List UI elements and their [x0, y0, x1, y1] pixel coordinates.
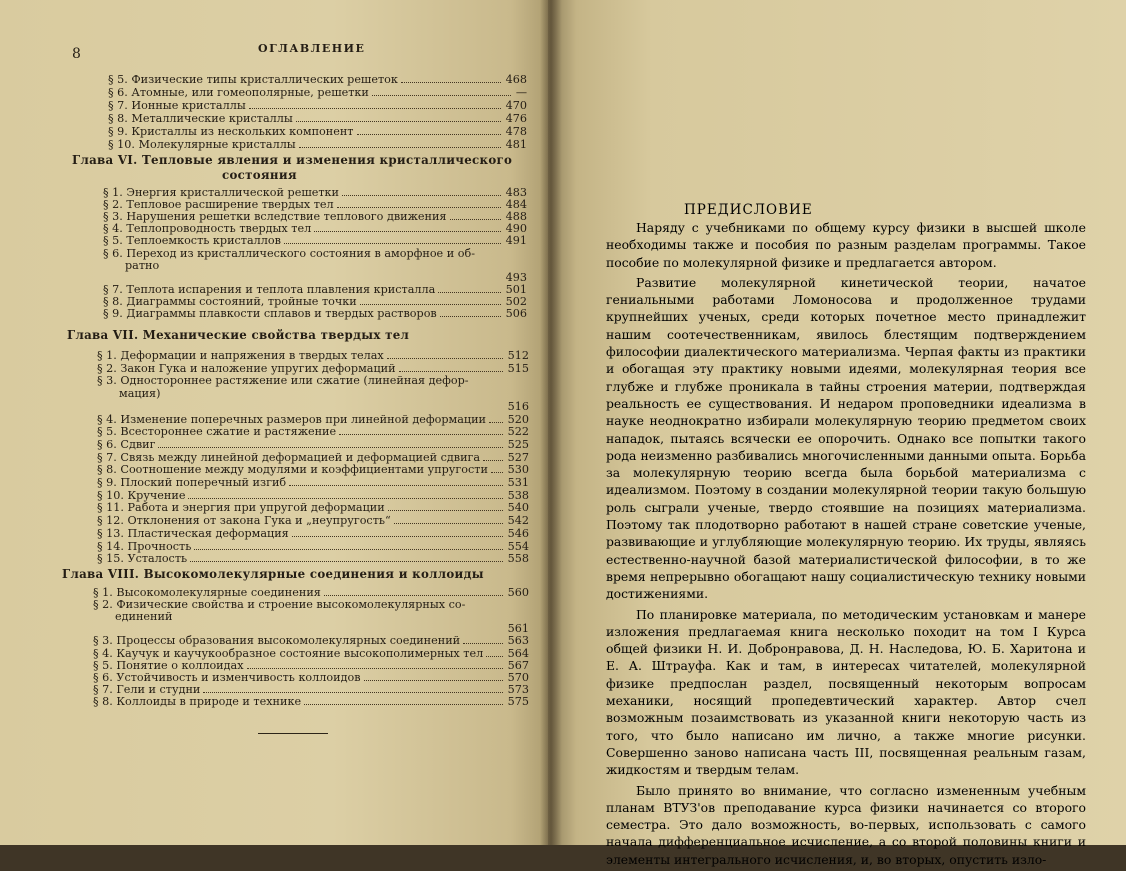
- toc-entry: [108, 138, 527, 152]
- toc-entry-title: § 7. Связь между линейной деформацией и деформацией сдвига: [97, 450, 481, 464]
- toc-entry-page: 506: [505, 307, 527, 320]
- toc-entry-cont: мация): [119, 387, 161, 401]
- toc-leader: [249, 108, 501, 109]
- chapter-heading: Глава VI. Тепловые явления и изменения кристаллического: [72, 153, 513, 167]
- toc-leader: [342, 195, 501, 196]
- toc-entry-title: § 9. Плоский поперечный изгиб: [97, 476, 287, 489]
- toc-leader: [339, 434, 503, 435]
- preface-paragraph: Было принято во внимание, что согласно измененным учебным планам ВТУЗ'ов преподавание курса физики начинается со второго семестра. Это дало возможность, во-первых, использовать с самого начала дифференциальное исчисление, а со второй половины книги и элементы интегрального исчисления, и, во вторых, опустить изло-: [606, 782, 1086, 867]
- toc-entry-page: —: [515, 85, 527, 99]
- toc-leader: [399, 371, 503, 372]
- toc-entry-title: § 13. Пластическая деформация: [97, 526, 289, 540]
- toc-leader: [158, 447, 503, 448]
- toc-leader: [450, 219, 501, 220]
- toc-entry-page: 540: [507, 501, 529, 515]
- toc-entry-page: 560: [507, 586, 529, 599]
- toc-entry: [108, 99, 527, 113]
- left-page: [0, 0, 555, 845]
- toc-entry-title: § 11. Работа и энергия при упругой деформации: [97, 501, 385, 515]
- toc-entry-page: 470: [505, 98, 527, 112]
- toc-entry-page: 527: [507, 450, 529, 464]
- toc-entry-page: 476: [505, 111, 527, 125]
- page-number: 8: [72, 46, 81, 62]
- toc-entry-page: 490: [505, 222, 527, 236]
- toc-entry-page: 567: [507, 658, 529, 672]
- toc-entry: [93, 695, 529, 709]
- toc-entry-page: 483: [505, 186, 527, 199]
- toc-entry-page: 546: [507, 526, 529, 540]
- toc-leader: [337, 207, 501, 208]
- toc-leader: [299, 147, 501, 148]
- toc-entry-page: 481: [505, 137, 527, 151]
- toc-entry-title: § 7. Гели и студни: [93, 682, 201, 696]
- toc-entry-title: § 1. Энергия кристаллической решетки: [103, 186, 339, 199]
- toc-leader: [289, 485, 503, 486]
- toc-entry-page: 561: [507, 622, 529, 636]
- toc-leader: [357, 134, 501, 135]
- toc-leader: [486, 656, 503, 657]
- toc-entry-title: § 7. Ионные кристаллы: [108, 98, 246, 112]
- toc-leader: [438, 292, 501, 293]
- preface-paragraph: Развитие молекулярной кинетической теории, начатое гениальными работами Ломоносова и продолженное трудами крупнейших ученых, среди которых почетное место принадлежит нашим соотечественникам, явилось блестящим подтверждением философии диалектического материализма. Черпая факты из практики и обогащая эту практику новыми идеями, молекулярная теория все глубже и глубже проникала в тайны строения материи, подтверждая реальность ее существования. И недаром проповедники идеализма в науке неоднократно избирали молекулярную теорию предметом своих нападок, пытаясь всячески ее опорочить. Однако все попытки такого рода неизменно разбивались многочисленными данными опыта. Борьба за молекулярную теорию всегда была борьбой материализма с идеализмом. Поэтому в создании молекулярной теории такую большую роль сыграли ученые, твердо стоявшие на позициях материализма. Поэтому так плодотворно работают в нашей стране советские ученые, развивающие и углубляющие молекулярную теорию. Их труды, являясь естественно-научной базой материалистической философии, в то же время непрерывно обогащают нашу социалистическую технику новыми достижениями.: [606, 274, 1086, 602]
- toc-leader: [388, 510, 503, 511]
- toc-entry-title: § 9. Кристаллы из нескольких компонент: [108, 124, 354, 138]
- toc-leader: [190, 561, 503, 562]
- toc-entry-title: § 10. Кручение: [97, 488, 186, 502]
- toc-entry-title: § 7. Теплота испарения и теплота плавления кристалла: [103, 282, 436, 296]
- toc-entry-cont: единений: [115, 610, 173, 624]
- toc-leader: [483, 460, 503, 461]
- toc-entry-page: 520: [507, 412, 529, 426]
- toc-entry-title: § 2. Закон Гука и наложение упругих деформаций: [97, 361, 396, 375]
- toc-entry: [108, 112, 527, 126]
- toc-entry-title: § 8. Диаграммы состояний, тройные точки: [103, 294, 357, 308]
- preface-paragraph: По планировке материала, по методическим установкам и манере изложения предлагаемая книга несколько походит на том I Курса общей физики Н. И. Добронравова, Д. Н. Наследова, Ю. Б. Харитона и Е. А. Штрауфа. Как и там, в интересах читателей, молекулярной физике предпослан раздел, посвященный некоторым вопросам механики, носящий пропедевтический характер. Автор счел возможным позаимствовать из указанной книги некоторую часть из того, что было написано им лично, а также многие рисунки. Совершенно заново написана часть III, посвященная реальным газам, жидкостям и твердым телам.: [606, 606, 1086, 778]
- toc-entry-title: § 8. Коллоиды в природе и технике: [93, 694, 302, 708]
- chapter-heading: Глава VIII. Высокомолекулярные соединения и коллоиды: [62, 567, 484, 581]
- toc-entry-title: § 8. Соотношение между модулями и коэффициентами упругости: [97, 463, 488, 477]
- toc-leader: [304, 704, 503, 705]
- preface-title: ПРЕДИСЛОВИЕ: [684, 202, 813, 218]
- toc-entry-title: § 10. Молекулярные кристаллы: [108, 137, 296, 151]
- toc-entry-page: 488: [505, 210, 527, 224]
- end-rule: [258, 733, 328, 734]
- toc-entry-title: § 9. Диаграммы плавкости сплавов и твердых растворов: [103, 307, 437, 320]
- toc-entry-page: 512: [507, 349, 529, 362]
- gutter: [540, 0, 562, 845]
- toc-entry-title: § 2. Физические свойства и строение высокомолекулярных со-: [93, 598, 466, 612]
- toc-entry-page: 564: [507, 646, 529, 660]
- toc-entry-title: § 8. Металлические кристаллы: [108, 111, 293, 125]
- toc-entry-title: § 6. Переход из кристаллического состояния в аморфное и об-: [103, 246, 476, 260]
- toc-leader: [194, 549, 503, 550]
- toc-entry-page: 538: [507, 488, 529, 502]
- toc-leader: [489, 422, 503, 423]
- toc-leader: [284, 243, 501, 244]
- toc-entry-page: 491: [505, 234, 527, 248]
- toc-entry-page: 558: [507, 552, 529, 566]
- toc-entry-title: § 6. Атомные, или гомеополярные, решетки: [108, 85, 369, 99]
- toc-leader: [440, 316, 501, 317]
- toc-entry-page: 515: [507, 361, 529, 375]
- toc-leader: [360, 304, 501, 305]
- toc-entry-title: § 5. Физические типы кристаллических решеток: [108, 73, 398, 86]
- chapter-heading-cont: состояния: [222, 168, 297, 182]
- toc-entry: [97, 552, 529, 566]
- toc-leader: [364, 680, 503, 681]
- toc-leader: [203, 692, 503, 693]
- toc-entry: [108, 73, 527, 87]
- toc-entry-title: § 3. Процессы образования высокомолекулярных соединений: [93, 634, 461, 648]
- toc-entry-title: § 12. Отклонения от закона Гука и „неупругость“: [97, 514, 391, 528]
- toc-entry-page: 570: [507, 670, 529, 684]
- toc-entry-page: 468: [505, 73, 527, 86]
- toc-entry-page: 575: [507, 694, 529, 708]
- toc-entry-title: § 3. Нарушения решетки вследствие теплового движения: [103, 210, 447, 224]
- toc-entry-page: 573: [507, 682, 529, 696]
- toc-entry-page: 478: [505, 124, 527, 138]
- toc-entry-title: § 3. Одностороннее растяжение или сжатие (линейная дефор-: [97, 374, 469, 388]
- toc-entry-title: § 6. Устойчивость и изменчивость коллоидов: [93, 670, 361, 684]
- toc-leader: [387, 358, 503, 359]
- toc-entry-page: 502: [505, 294, 527, 308]
- toc-entry-page: 530: [507, 463, 529, 477]
- preface-body: [606, 219, 1086, 871]
- toc-leader: [247, 668, 503, 669]
- toc-entry-title: § 1. Высокомолекулярные соединения: [93, 586, 321, 599]
- toc-leader: [296, 121, 501, 122]
- toc-leader: [372, 95, 511, 96]
- toc-leader: [314, 231, 501, 232]
- chapter-heading: Глава VII. Механические свойства твердых тел: [67, 328, 410, 342]
- toc-leader: [324, 595, 503, 596]
- toc-leader: [463, 643, 503, 644]
- toc-entry-title: § 4. Каучук и каучукообразное состояние высокополимерных тел: [93, 646, 484, 660]
- toc-entry: [108, 86, 527, 100]
- toc-entry: [108, 125, 527, 139]
- toc-leader: [188, 498, 503, 499]
- toc-entry-page: 563: [507, 634, 529, 648]
- toc-leader: [394, 523, 503, 524]
- toc-entry-title: § 5. Понятие о коллоидах: [93, 658, 244, 672]
- toc-entry-title: § 2. Тепловое расширение твердых тел: [103, 198, 334, 212]
- toc-entry-page: 516: [507, 399, 529, 413]
- toc-entry-page: 522: [507, 425, 529, 439]
- toc-entry-title: § 5. Всестороннее сжатие и растяжение: [97, 425, 337, 439]
- toc-leader: [292, 536, 503, 537]
- running-head: ОГЛАВЛЕНИЕ: [258, 42, 366, 55]
- toc-entry-title: § 5. Теплоемкость кристаллов: [103, 234, 281, 248]
- preface-paragraph: Наряду с учебниками по общему курсу физики в высшей школе необходимы также и пособия по разным разделам программы. Такое пособие по молекулярной физике и предлагается автором.: [606, 220, 1086, 270]
- toc-leader: [401, 82, 501, 83]
- toc-entry-page: 542: [507, 514, 529, 528]
- toc-entry-page: 554: [507, 539, 529, 553]
- toc-entry-page: 493: [505, 270, 527, 284]
- toc-entry-page: 484: [505, 198, 527, 212]
- toc-entry-cont: ратно: [125, 258, 160, 272]
- toc-entry-title: § 4. Изменение поперечных размеров при линейной деформации: [97, 412, 486, 426]
- toc-entry-title: § 4. Теплопроводность твердых тел: [103, 222, 312, 236]
- toc-entry-title: § 14. Прочность: [97, 539, 192, 553]
- toc-entry: [103, 307, 527, 321]
- toc-entry-title: § 1. Деформации и напряжения в твердых телах: [97, 349, 384, 362]
- toc-entry-page: 501: [505, 282, 527, 296]
- toc-leader: [491, 472, 503, 473]
- toc-entry-title: § 15. Усталость: [97, 552, 188, 566]
- toc-entry-title: § 6. Сдвиг: [97, 437, 156, 451]
- toc-entry-page: 531: [507, 476, 529, 489]
- toc-entry-page: 525: [507, 437, 529, 451]
